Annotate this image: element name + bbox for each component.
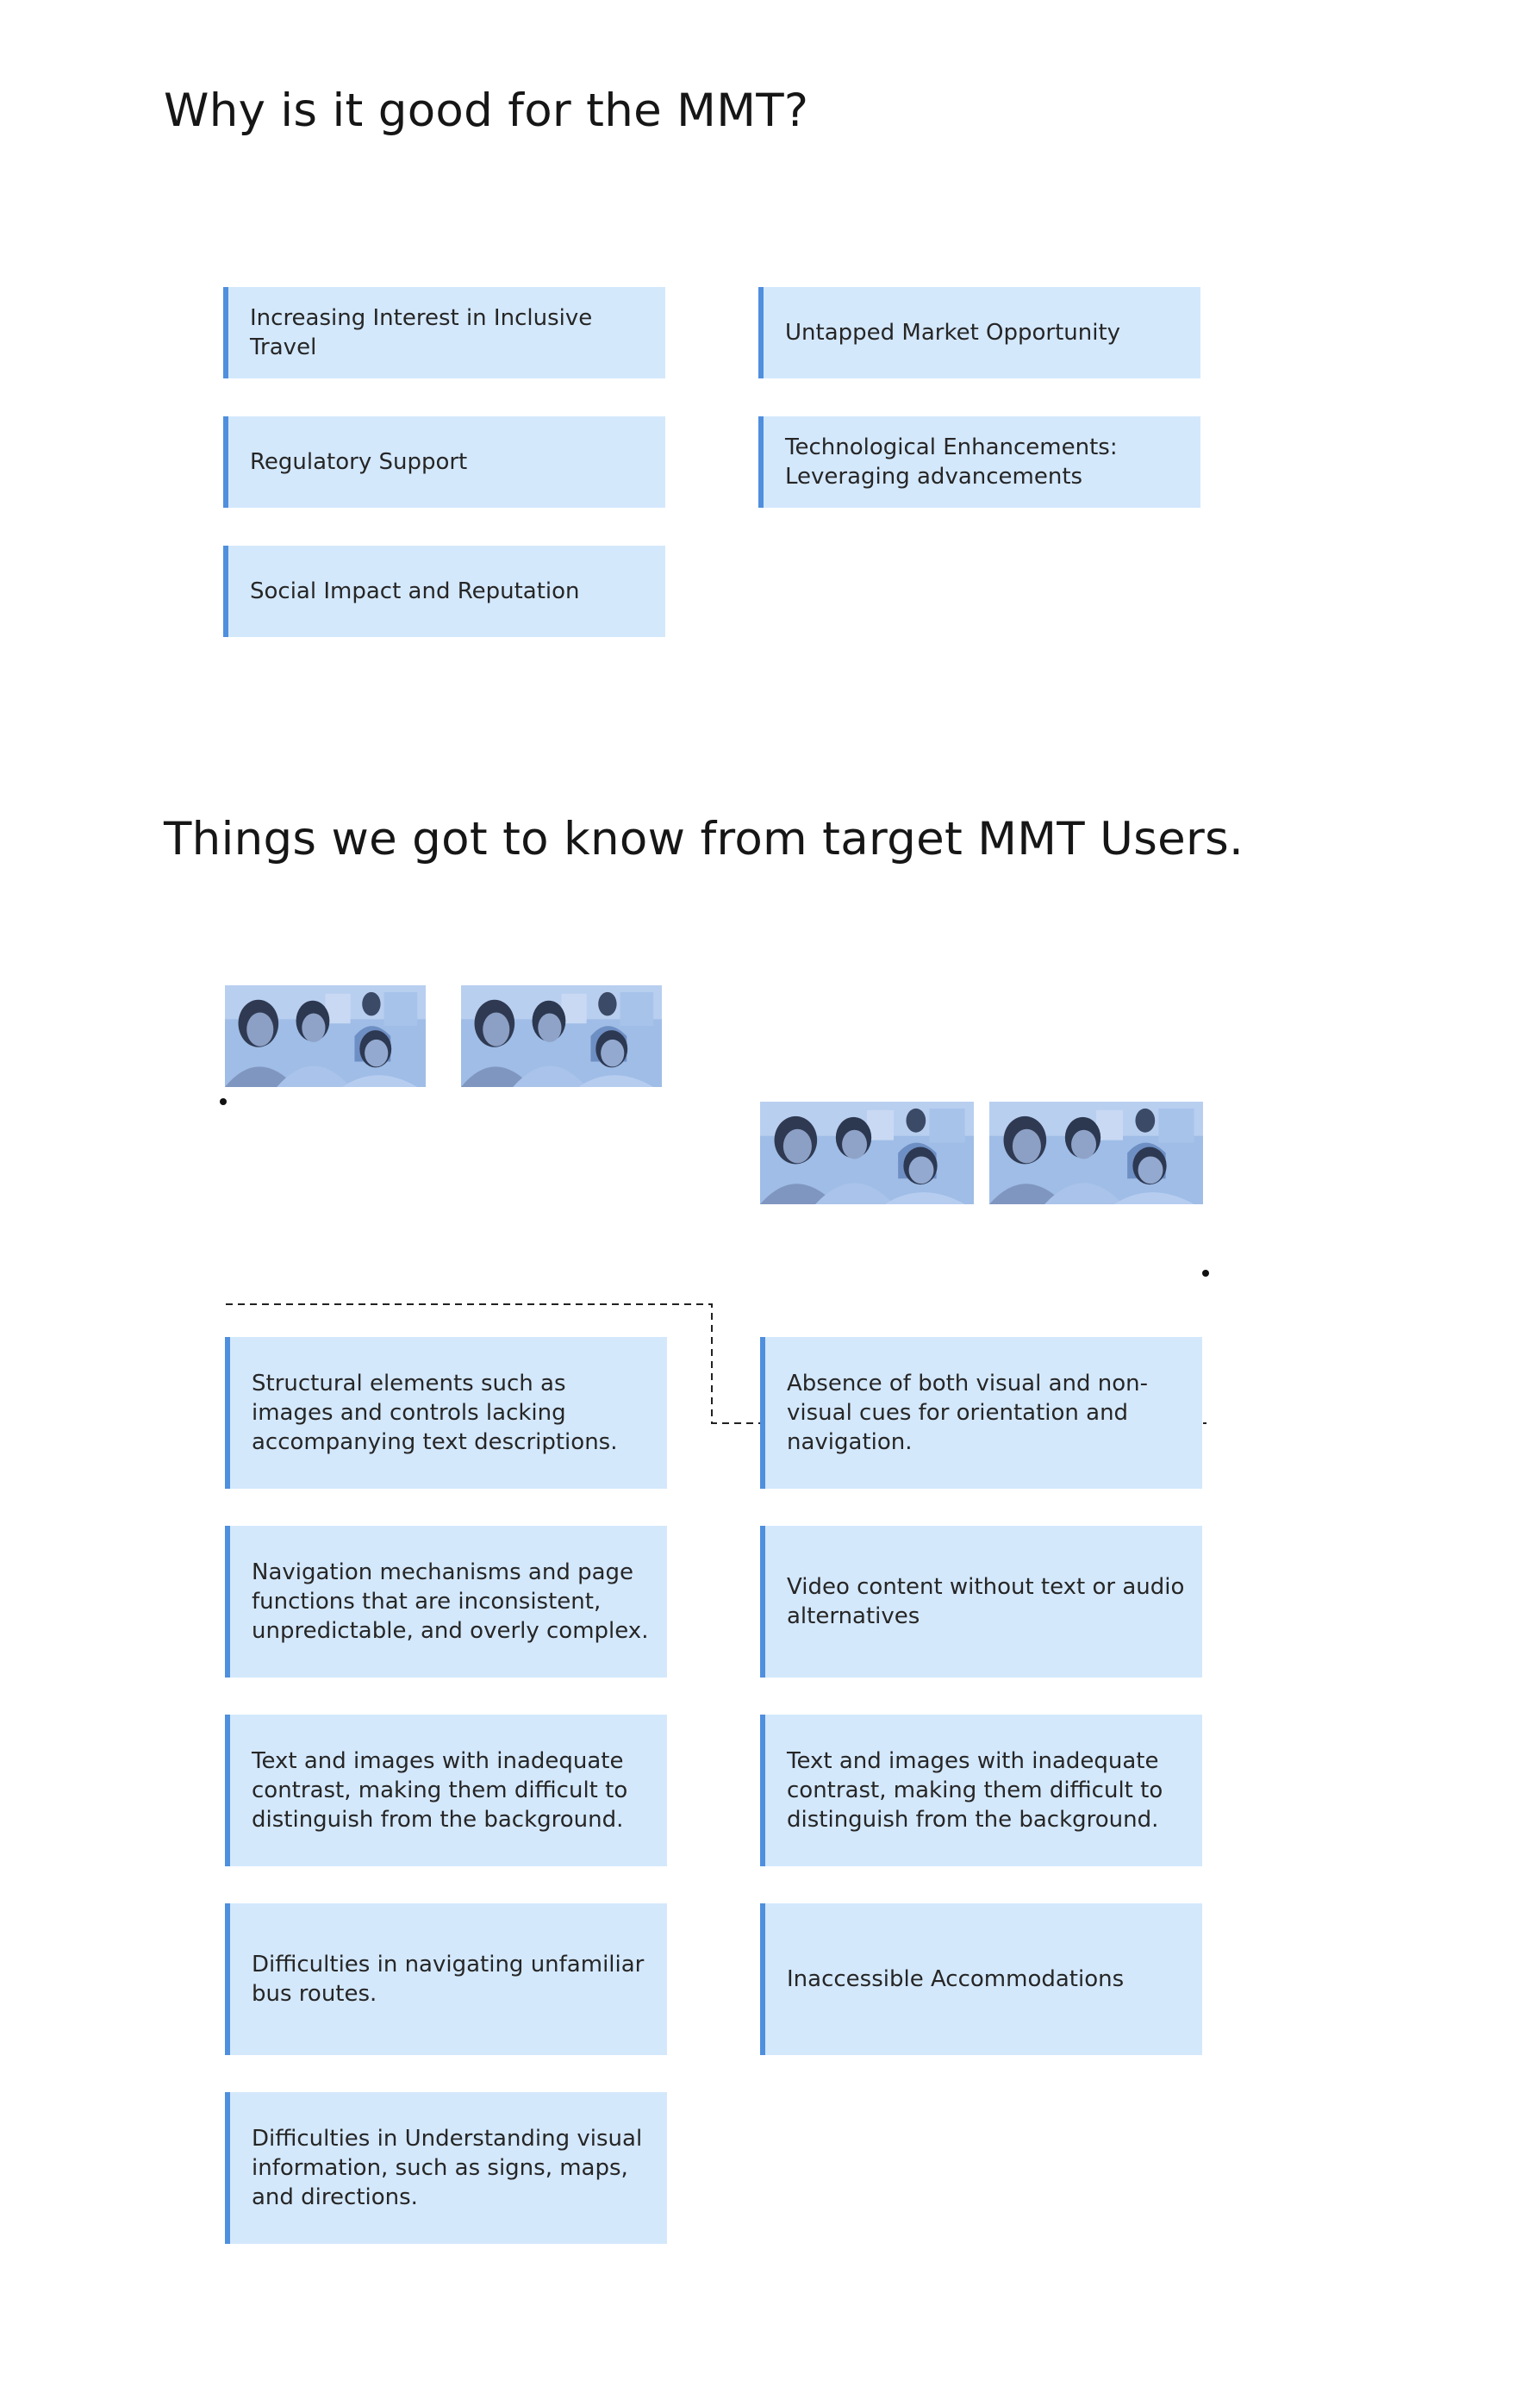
section-title-why-good: Why is it good for the MMT?	[164, 84, 809, 137]
reason-card: Social Impact and Reputation	[223, 546, 665, 637]
finding-card: Inaccessible Accommodations	[760, 1903, 1202, 2055]
finding-card: Text and images with inadequate contrast, making them difficult to distinguish from the background.	[225, 1715, 667, 1866]
reason-card: Regulatory Support	[223, 416, 665, 508]
finding-card: Text and images with inadequate contrast, making them difficult to distinguish from the background.	[760, 1715, 1202, 1866]
reason-card: Increasing Interest in Inclusive Travel	[223, 287, 665, 378]
finding-card: Video content without text or audio alternatives	[760, 1526, 1202, 1678]
finding-card: Navigation mechanisms and page functions that are inconsistent, unpredictable, and overly complex.	[225, 1526, 667, 1678]
section-title-user-findings: Things we got to know from target MMT Users.	[164, 813, 1244, 865]
reason-card: Technological Enhancements: Leveraging advancements	[758, 416, 1200, 508]
finding-card: Difficulties in Understanding visual information, such as signs, maps, and directions.	[225, 2092, 667, 2244]
finding-card: Absence of both visual and non-visual cues for orientation and navigation.	[760, 1337, 1202, 1489]
finding-card: Structural elements such as images and controls lacking accompanying text descriptions.	[225, 1337, 667, 1489]
finding-card: Difficulties in navigating unfamiliar bus routes.	[225, 1903, 667, 2055]
reason-card: Untapped Market Opportunity	[758, 287, 1200, 378]
